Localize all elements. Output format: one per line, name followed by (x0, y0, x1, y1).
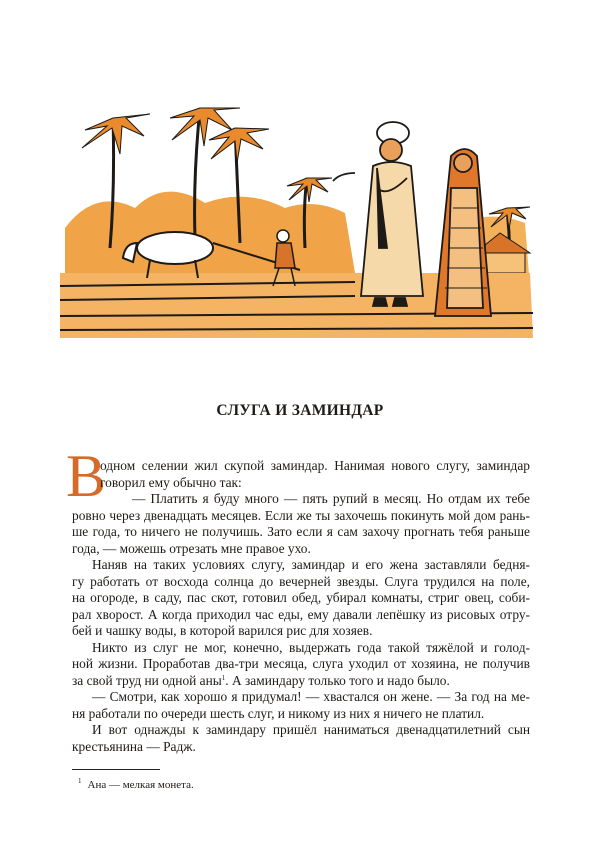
zamindar-illustration (55, 38, 535, 343)
text-line: говорил ему обычно так: (100, 474, 242, 490)
text-line: крестьянина — Радж. (72, 738, 196, 754)
text-line: гу работать от восхода солнца до вечерней звезды. Слуга трудился на поле, (72, 573, 530, 589)
text-line: ше года, то ничего не получишь. Зато если я сам захочу прогнать тебя раньше (72, 524, 530, 539)
text-line: — Платить я буду много — пять рупий в месяц. Но отдам их тебе (132, 491, 530, 506)
text-line: года, — можешь отрезать мне правое ухо. (72, 540, 311, 556)
footnote (78, 779, 194, 791)
drop-cap: В (66, 443, 107, 509)
footnote-reference[interactable]: 1 (221, 673, 226, 682)
text-line: одном селении жил скупой заминдар. Нанимая нового слугу, заминдар (100, 458, 530, 473)
footnote-text: Ана — мелкая монета. (87, 779, 194, 791)
text-line: И вот однажды к заминдару пришёл наниматься двенадцатилетний сын (92, 722, 530, 737)
text-segment: за свой труд ни одной аны (72, 672, 222, 688)
text-line: ровно через двенадцать месяцев. Если же ты захочешь покинуть мой дом рань- (72, 507, 530, 523)
story-body (72, 458, 530, 755)
text-line: — Смотри, как хорошо я придумал! — хвастался он жене. — За год на ме- (92, 689, 530, 704)
text-line: на огороде, в саду, пас скот, готовил обед, убирал комнаты, стриг овец, соби- (72, 590, 530, 605)
text-segment: . А заминдару только того и надо было. (225, 672, 450, 688)
text-line: ной жизни. Проработав два-три месяца, слуга уходил от хозяина, не получив (72, 656, 530, 671)
text-line: ня работали по очереди шесть слуг, и никому из них я ничего не платил. (72, 705, 485, 721)
story-title: СЛУГА И ЗАМИНДАР (216, 402, 384, 419)
text-line: Наняв на таких условиях слугу, заминдар и его жена заставляли бедня- (92, 557, 530, 572)
text-line (72, 673, 530, 690)
footnote-divider (72, 769, 160, 770)
text-line: рал хворост. А когда приходил час еды, ему давали лепёшку из рисовых отру- (72, 606, 530, 622)
text-line: Никто из слуг не мог, конечно, выдержать года такой тяжёлой и голод- (92, 639, 530, 655)
text-line: бей и чашку воды, в которой варился рис для хозяев. (72, 623, 373, 638)
footnote-mark: 1 (78, 777, 82, 785)
